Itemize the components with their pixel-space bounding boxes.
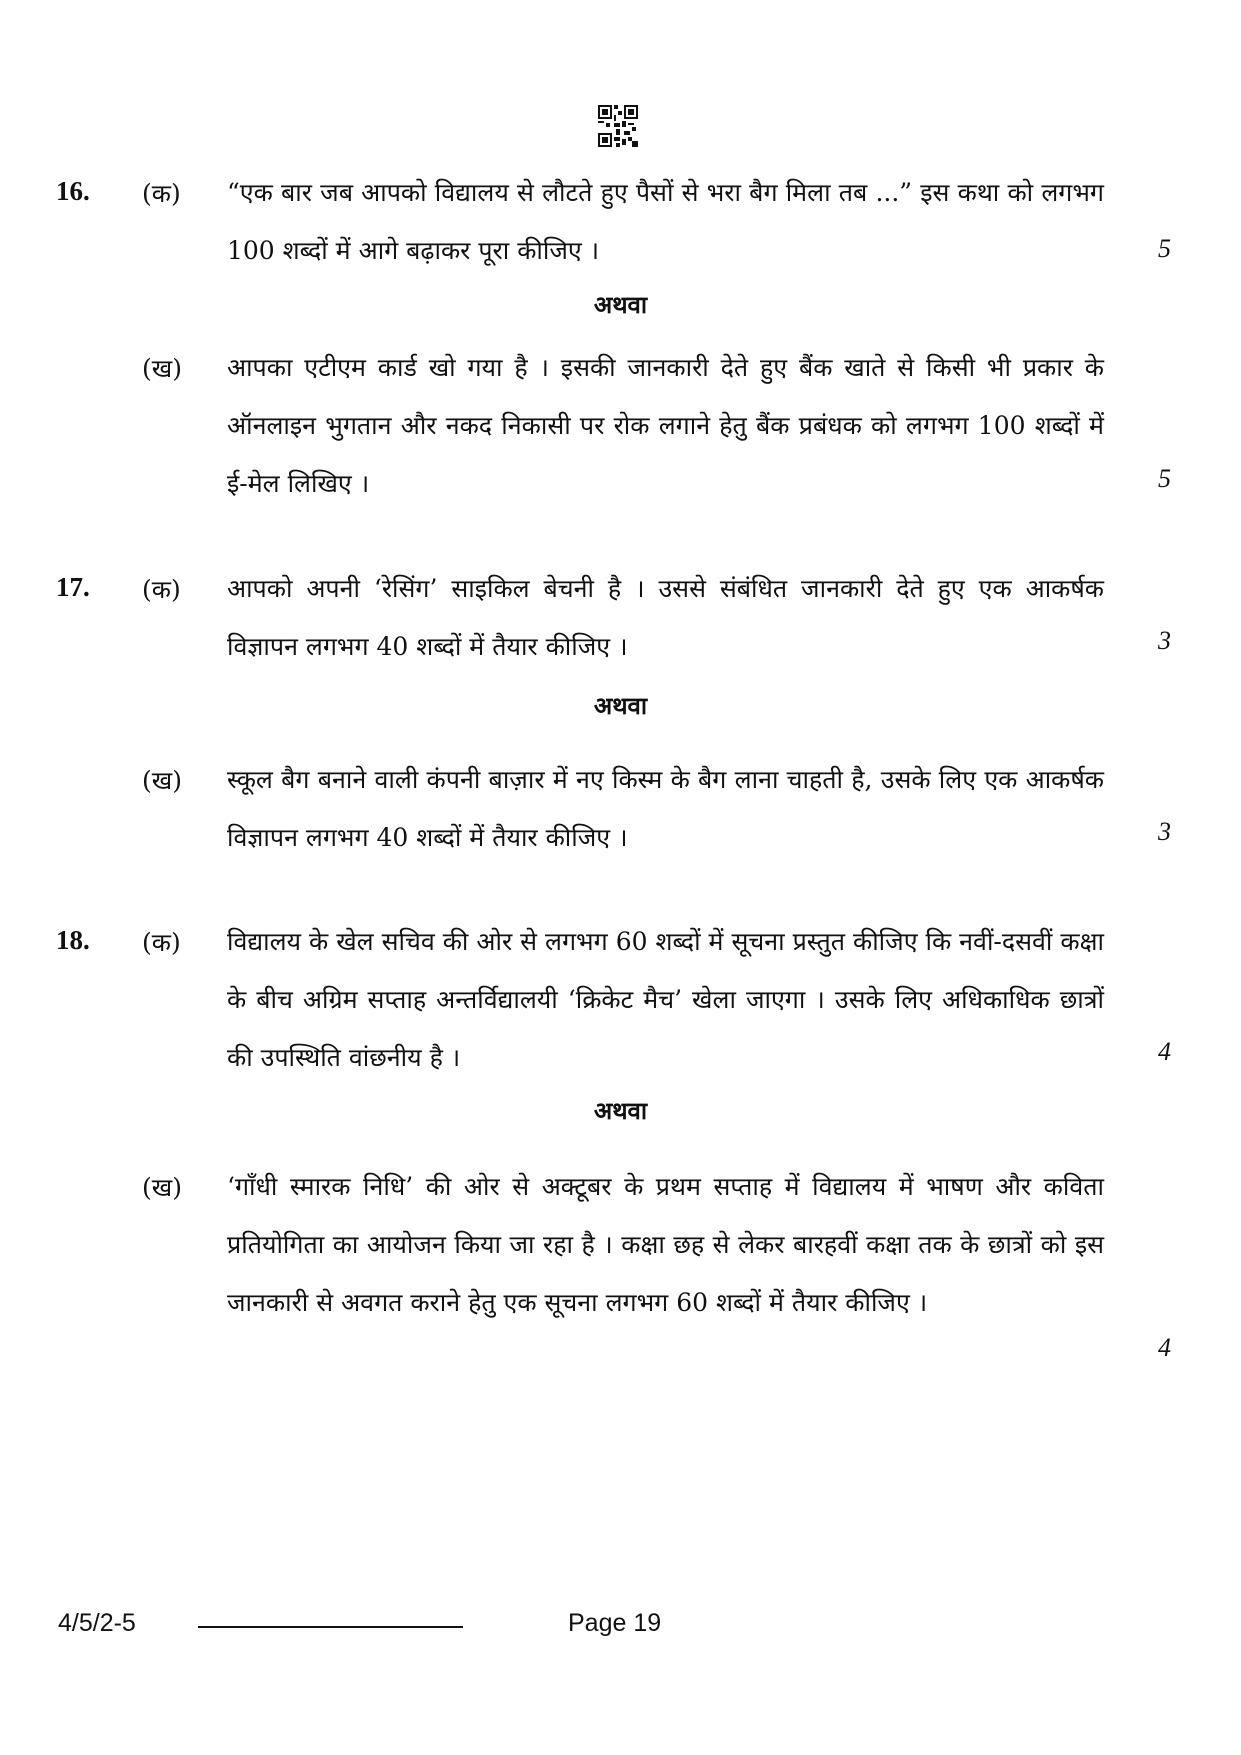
or-label: अथवा [593, 1096, 648, 1125]
page-number: Page 19 [568, 1609, 662, 1637]
question-text: आपका एटीएम कार्ड खो गया है । इसकी जानकारी देते हुए बैंक खाते से किसी भी प्रकार के ऑनलाइन भुगतान और नकद निकासी पर रोक लगाने हेतु बैंक प्रबंधक को लगभग 100 शब्दों में ई-मेल लिखिए । [227, 353, 1104, 498]
marks: 5 [1158, 464, 1171, 493]
part-label: (ख) [142, 1173, 182, 1202]
marks: 5 [1158, 234, 1171, 263]
part-label: (क) [142, 179, 181, 208]
question-number: 17. [56, 572, 90, 602]
marks: 3 [1158, 817, 1171, 846]
footer-divider [198, 1626, 463, 1628]
qr-code-icon [598, 105, 638, 147]
question-number: 18. [56, 925, 90, 955]
marks: 4 [1158, 1037, 1171, 1066]
question-number: 16. [56, 176, 90, 206]
marks: 3 [1158, 626, 1171, 655]
part-label: (क) [142, 575, 181, 604]
part-label: (ख) [142, 766, 182, 795]
or-label: अथवा [593, 691, 648, 720]
question-text: विद्यालय के खेल सचिव की ओर से लगभग 60 शब्दों में सूचना प्रस्तुत कीजिए कि नवीं-दसवीं कक्षा के बीच अग्रिम सप्ताह अन्तर्विद्यालयी ‘क्रिकेट मैच’ खेला जाएगा । उसके लिए अधिकाधिक छात्रों की उपस्थिति वांछनीय है । [227, 927, 1104, 1072]
part-label: (ख) [142, 354, 182, 383]
or-label: अथवा [593, 290, 648, 319]
question-text: आपको अपनी ‘रेसिंग’ साइकिल बेचनी है । उससे संबंधित जानकारी देते हुए एक आकर्षक विज्ञापन लगभग 40 शब्दों में तैयार कीजिए । [227, 574, 1104, 661]
marks: 4 [1158, 1333, 1171, 1362]
question-text: स्कूल बैग बनाने वाली कंपनी बाज़ार में नए किस्म के बैग लाना चाहती है, उसके लिए एक आकर्षक विज्ञापन लगभग 40 शब्दों में तैयार कीजिए । [227, 765, 1104, 852]
part-label: (क) [142, 928, 181, 957]
question-text: ‘गाँधी स्मारक निधि’ की ओर से अक्टूबर के प्रथम सप्ताह में विद्यालय में भाषण और कविता प्रतियोगिता का आयोजन किया जा रहा है । कक्षा छह से लेकर बारहवीं कक्षा तक के छात्रों को इस जानकारी से अवगत कराने हेतु एक सूचना लगभग 60 शब्दों में तैयार कीजिए । [227, 1172, 1104, 1317]
paper-code: 4/5/2-5 [58, 1609, 136, 1637]
question-text: “एक बार जब आपको विद्यालय से लौटते हुए पैसों से भरा बैग मिला तब ...” इस कथा को लगभग 100 शब्दों में आगे बढ़ाकर पूरा कीजिए । [227, 178, 1104, 265]
